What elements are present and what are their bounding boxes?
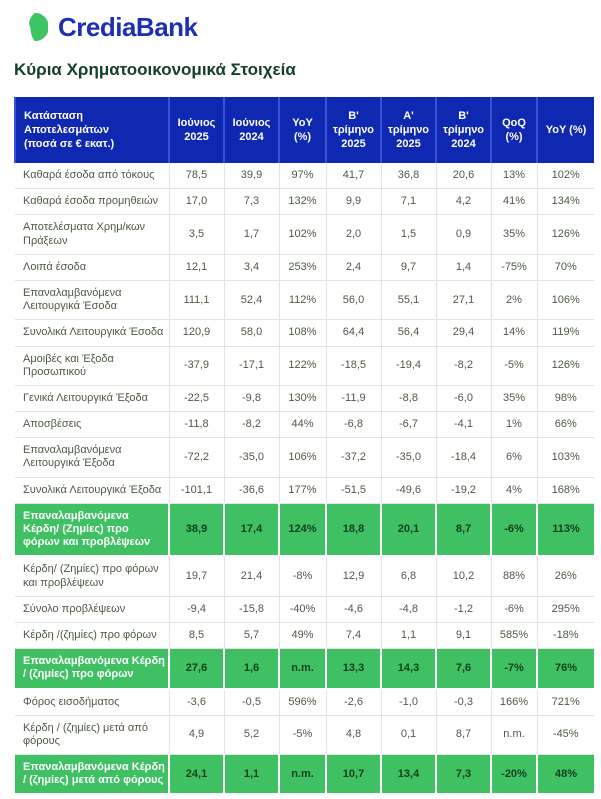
value-cell: -4,8 (381, 596, 436, 622)
header-column: Ιούνιος 2025 (169, 97, 224, 163)
value-cell: 119% (537, 320, 594, 346)
value-cell: 112% (279, 280, 326, 319)
table-row (15, 189, 594, 215)
value-cell: 0,1 (381, 715, 436, 754)
value-cell: 27,1 (436, 280, 491, 319)
row-label: Κέρδη/ (Ζημίες) προ φόρων και προβλέψεων (15, 556, 169, 596)
value-cell: -2,6 (326, 689, 381, 716)
value-cell: 113% (537, 503, 594, 556)
value-cell: 106% (279, 438, 326, 477)
value-cell: -49,6 (381, 477, 436, 503)
table-row (15, 556, 594, 596)
table-row (15, 477, 594, 503)
value-cell: 9,9 (326, 189, 381, 215)
value-cell: 88% (491, 556, 537, 596)
value-cell: -37,2 (326, 438, 381, 477)
value-cell: -11,9 (326, 385, 381, 411)
header-column: YoY (%) (279, 97, 326, 163)
table-row (15, 254, 594, 280)
value-cell: 7,1 (381, 189, 436, 215)
value-cell: -51,5 (326, 477, 381, 503)
table-body (15, 163, 594, 794)
value-cell: -9,8 (224, 385, 279, 411)
value-cell: -6,0 (436, 385, 491, 411)
value-cell: 8,7 (436, 503, 491, 556)
value-cell: 7,6 (436, 649, 491, 689)
value-cell: 13% (491, 163, 537, 189)
value-cell: 78,5 (169, 163, 224, 189)
value-cell: -35,0 (224, 438, 279, 477)
page-title: Κύρια Χρηματοοικονομικά Στοιχεία (14, 60, 296, 79)
value-cell: 64,4 (326, 320, 381, 346)
value-cell: -19,2 (436, 477, 491, 503)
value-cell: 9,1 (436, 622, 491, 648)
table-row (15, 412, 594, 438)
value-cell: 1,4 (436, 254, 491, 280)
value-cell: 58,0 (224, 320, 279, 346)
header-column: Β' τρίμηνο 2025 (326, 97, 381, 163)
value-cell: -1,2 (436, 596, 491, 622)
value-cell: -7% (491, 649, 537, 689)
value-cell: 12,1 (169, 254, 224, 280)
value-cell: 122% (279, 346, 326, 385)
highlight-row (15, 755, 594, 795)
value-cell: 103% (537, 438, 594, 477)
value-cell: 48% (537, 755, 594, 795)
value-cell: 5,2 (224, 715, 279, 754)
value-cell: -5% (279, 715, 326, 754)
header-column: YoY (%) (537, 97, 594, 163)
value-cell: 0,9 (436, 215, 491, 254)
value-cell: 7,4 (326, 622, 381, 648)
row-label: Λοιπά έσοδα (15, 254, 169, 280)
value-cell: -6% (491, 596, 537, 622)
value-cell: -6% (491, 503, 537, 556)
value-cell: 6,8 (381, 556, 436, 596)
value-cell: -18% (537, 622, 594, 648)
row-label: Καθαρά έσοδα προμηθειών (15, 189, 169, 215)
row-label: Κέρδη / (ζημίες) μετά από φόρους (15, 715, 169, 754)
value-cell: -17,1 (224, 346, 279, 385)
brand-header (14, 10, 593, 44)
value-cell: 166% (491, 689, 537, 716)
value-cell: 1,1 (224, 755, 279, 795)
row-label: Γενικά Λειτουργικά Έξοδα (15, 385, 169, 411)
value-cell: 17,0 (169, 189, 224, 215)
table-row (15, 385, 594, 411)
value-cell: 12,9 (326, 556, 381, 596)
value-cell: -9,4 (169, 596, 224, 622)
value-cell: 10,2 (436, 556, 491, 596)
row-label: Επαναλαμβανόμενα Κέρδη/ (Ζημίες) προ φόρων και προβλέψεων (15, 503, 169, 556)
value-cell: 70% (537, 254, 594, 280)
value-cell: -1,0 (381, 689, 436, 716)
value-cell: 585% (491, 622, 537, 648)
value-cell: 2,4 (326, 254, 381, 280)
value-cell: 35% (491, 385, 537, 411)
crediabank-logo-icon (14, 10, 48, 44)
value-cell: -0,5 (224, 689, 279, 716)
value-cell: 102% (537, 163, 594, 189)
value-cell: 66% (537, 412, 594, 438)
value-cell: 41% (491, 189, 537, 215)
financials-table (14, 97, 594, 795)
value-cell: 4% (491, 477, 537, 503)
value-cell: -72,2 (169, 438, 224, 477)
value-cell: 253% (279, 254, 326, 280)
value-cell: 4,8 (326, 715, 381, 754)
value-cell: -22,5 (169, 385, 224, 411)
value-cell: 76% (537, 649, 594, 689)
value-cell: -6,7 (381, 412, 436, 438)
value-cell: n.m. (279, 649, 326, 689)
row-label: Αποσβέσεις (15, 412, 169, 438)
row-label: Επαναλαμβανόμενα Λειτουργικά Έξοδα (15, 438, 169, 477)
value-cell: 3,4 (224, 254, 279, 280)
value-cell: 126% (537, 215, 594, 254)
value-cell: 36,8 (381, 163, 436, 189)
value-cell: 13,3 (326, 649, 381, 689)
value-cell: 49% (279, 622, 326, 648)
value-cell: 5,7 (224, 622, 279, 648)
table-head-row (15, 97, 594, 163)
row-label: Αμοιβές και Έξοδα Προσωπικού (15, 346, 169, 385)
row-label: Επαναλαμβανόμενα Κέρδη / (ζημίες) προ φόρων (15, 649, 169, 689)
table-row (15, 596, 594, 622)
value-cell: -37,9 (169, 346, 224, 385)
value-cell: -11,8 (169, 412, 224, 438)
crediabank-logo-text: CrediaBank (58, 11, 198, 42)
value-cell: 596% (279, 689, 326, 716)
value-cell: -4,6 (326, 596, 381, 622)
table-row (15, 438, 594, 477)
value-cell: 97% (279, 163, 326, 189)
value-cell: -35,0 (381, 438, 436, 477)
value-cell: 102% (279, 215, 326, 254)
row-label: Συνολικά Λειτουργικά Έσοδα (15, 320, 169, 346)
row-label: Καθαρά έσοδα από τόκους (15, 163, 169, 189)
value-cell: 56,4 (381, 320, 436, 346)
value-cell: -5% (491, 346, 537, 385)
value-cell: -101,1 (169, 477, 224, 503)
value-cell: -18,4 (436, 438, 491, 477)
value-cell: 1,1 (381, 622, 436, 648)
table-row (15, 163, 594, 189)
value-cell: 106% (537, 280, 594, 319)
table-row (15, 346, 594, 385)
value-cell: -8,2 (436, 346, 491, 385)
value-cell: 20,6 (436, 163, 491, 189)
value-cell: -18,5 (326, 346, 381, 385)
value-cell: 9,7 (381, 254, 436, 280)
table-row (15, 715, 594, 754)
value-cell: 108% (279, 320, 326, 346)
table-row (15, 320, 594, 346)
value-cell: -8,8 (381, 385, 436, 411)
value-cell: -20% (491, 755, 537, 795)
value-cell: 8,5 (169, 622, 224, 648)
value-cell: 2,0 (326, 215, 381, 254)
value-cell: -8% (279, 556, 326, 596)
value-cell: 14% (491, 320, 537, 346)
value-cell: 20,1 (381, 503, 436, 556)
value-cell: 24,1 (169, 755, 224, 795)
value-cell: 120,9 (169, 320, 224, 346)
header-column: Β' τρίμηνο 2024 (436, 97, 491, 163)
value-cell: 4,2 (436, 189, 491, 215)
value-cell: -4,1 (436, 412, 491, 438)
value-cell: -8,2 (224, 412, 279, 438)
highlight-row (15, 503, 594, 556)
table-header (15, 97, 594, 163)
value-cell: 134% (537, 189, 594, 215)
value-cell: -75% (491, 254, 537, 280)
value-cell: -19,4 (381, 346, 436, 385)
value-cell: 10,7 (326, 755, 381, 795)
value-cell: 52,4 (224, 280, 279, 319)
value-cell: 38,9 (169, 503, 224, 556)
value-cell: 7,3 (436, 755, 491, 795)
value-cell: 41,7 (326, 163, 381, 189)
value-cell: 27,6 (169, 649, 224, 689)
value-cell: 177% (279, 477, 326, 503)
header-column: QoQ (%) (491, 97, 537, 163)
value-cell: 56,0 (326, 280, 381, 319)
value-cell: 17,4 (224, 503, 279, 556)
value-cell: 29,4 (436, 320, 491, 346)
value-cell: 14,3 (381, 649, 436, 689)
value-cell: 2% (491, 280, 537, 319)
value-cell: 21,4 (224, 556, 279, 596)
value-cell: 4,9 (169, 715, 224, 754)
value-cell: -40% (279, 596, 326, 622)
value-cell: 1,6 (224, 649, 279, 689)
row-label: Σύνολο προβλέψεων (15, 596, 169, 622)
value-cell: 39,9 (224, 163, 279, 189)
table-row (15, 689, 594, 716)
value-cell: n.m. (279, 755, 326, 795)
value-cell: 1,5 (381, 215, 436, 254)
value-cell: 721% (537, 689, 594, 716)
highlight-row (15, 649, 594, 689)
value-cell: 44% (279, 412, 326, 438)
value-cell: 13,4 (381, 755, 436, 795)
table-row (15, 622, 594, 648)
table-row (15, 215, 594, 254)
row-label: Συνολικά Λειτουργικά Έξοδα (15, 477, 169, 503)
header-column: Ιούνιος 2024 (224, 97, 279, 163)
value-cell: 168% (537, 477, 594, 503)
row-label: Επαναλαμβανόμενα Λειτουργικά Έσοδα (15, 280, 169, 319)
value-cell: n.m. (491, 715, 537, 754)
value-cell: -15,8 (224, 596, 279, 622)
value-cell: -36,6 (224, 477, 279, 503)
value-cell: 19,7 (169, 556, 224, 596)
value-cell: 18,8 (326, 503, 381, 556)
value-cell: -3,6 (169, 689, 224, 716)
value-cell: 295% (537, 596, 594, 622)
value-cell: 26% (537, 556, 594, 596)
value-cell: -6,8 (326, 412, 381, 438)
table-row (15, 280, 594, 319)
value-cell: 6% (491, 438, 537, 477)
header-statement-column: Κατάσταση Αποτελεσμάτων (ποσά σε € εκατ.) (15, 97, 169, 163)
value-cell: 98% (537, 385, 594, 411)
value-cell: 8,7 (436, 715, 491, 754)
header-column: Α' τρίμηνο 2025 (381, 97, 436, 163)
value-cell: 132% (279, 189, 326, 215)
value-cell: -0,3 (436, 689, 491, 716)
value-cell: 7,3 (224, 189, 279, 215)
value-cell: 124% (279, 503, 326, 556)
row-label: Κέρδη /(ζημίες) προ φόρων (15, 622, 169, 648)
value-cell: -45% (537, 715, 594, 754)
value-cell: 126% (537, 346, 594, 385)
row-label: Επαναλαμβανόμενα Κέρδη / (ζημίες) μετά από φόρους (15, 755, 169, 795)
row-label: Αποτελέσματα Χρημ/κων Πράξεων (15, 215, 169, 254)
value-cell: 3,5 (169, 215, 224, 254)
value-cell: 130% (279, 385, 326, 411)
value-cell: 1% (491, 412, 537, 438)
value-cell: 35% (491, 215, 537, 254)
value-cell: 111,1 (169, 280, 224, 319)
value-cell: 55,1 (381, 280, 436, 319)
row-label: Φόρος εισοδήματος (15, 689, 169, 716)
value-cell: 1,7 (224, 215, 279, 254)
